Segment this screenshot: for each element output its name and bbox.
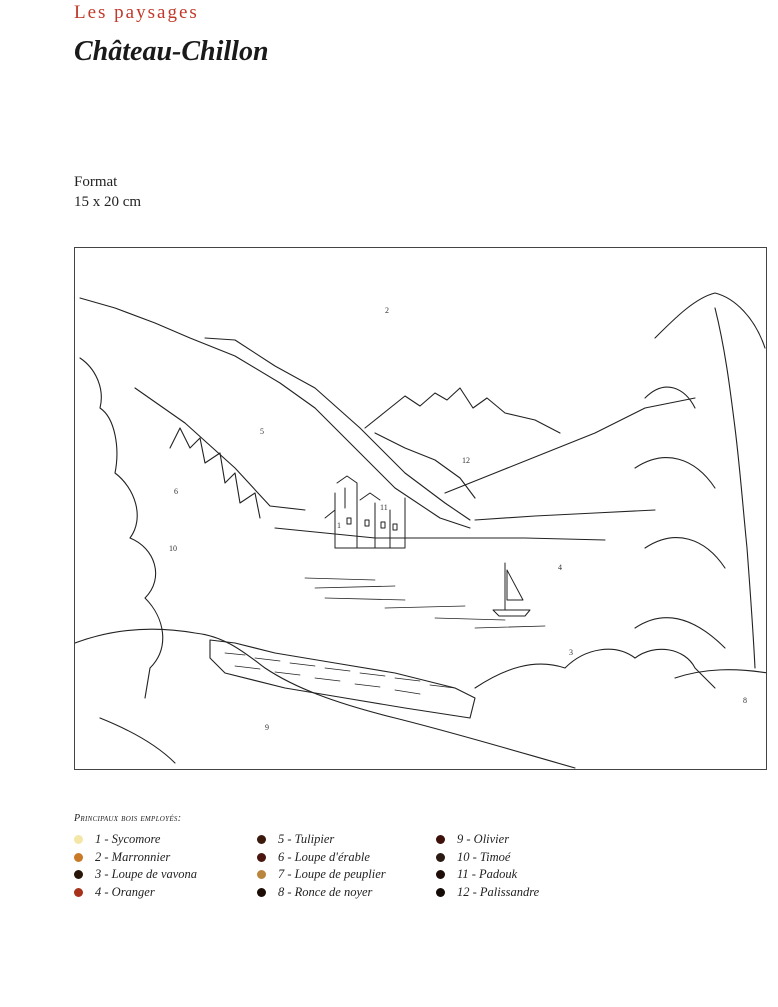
legend-label: 11 - Padouk: [457, 867, 518, 882]
series-title: Les paysages: [74, 2, 199, 23]
legend-label: 12 - Palissandre: [457, 884, 540, 899]
format-label: Format: [74, 174, 118, 190]
legend-column-3: [436, 831, 539, 901]
wood-swatch: [74, 888, 83, 897]
zone-label: 8: [743, 696, 747, 705]
mountain-right-base: [475, 510, 655, 520]
wood-swatch: [257, 853, 266, 862]
legend-label: 4 - Oranger: [95, 884, 155, 899]
zone-label: 6: [174, 487, 178, 496]
left-firs: [170, 428, 260, 518]
lake-shore: [275, 528, 605, 540]
wood-swatch: [436, 835, 445, 844]
wall-bricks: [225, 653, 455, 694]
legend-label: 5 - Tulipier: [278, 832, 335, 847]
zone-label: 10: [169, 544, 177, 553]
zone-label: 4: [558, 563, 562, 572]
legend-label: 1 - Sycomore: [95, 832, 161, 847]
zone-label: 3: [569, 648, 573, 657]
mountain-right-slope: [445, 398, 695, 493]
road: [75, 629, 575, 768]
chateau-chillon-line-drawing: [75, 248, 767, 770]
wood-swatch: [74, 853, 83, 862]
wood-swatch: [436, 853, 445, 862]
legend-item: [257, 831, 386, 849]
right-trees-lower: [475, 649, 715, 688]
mountain-left-foot: [135, 388, 305, 510]
foreground-hill-left: [100, 718, 175, 763]
legend-item: [74, 866, 197, 884]
legend-item: [436, 849, 539, 867]
legend-label: 8 - Ronce de noyer: [278, 884, 373, 899]
legend-item: [74, 849, 197, 867]
legend-item: [257, 866, 386, 884]
right-tree-trunk: [715, 308, 755, 668]
wood-swatch: [74, 835, 83, 844]
wood-swatch: [74, 870, 83, 879]
legend-item: [257, 884, 386, 902]
zone-label: 9: [265, 723, 269, 732]
format-value: 15 x 20 cm: [74, 194, 142, 210]
legend-column-1: [74, 831, 197, 901]
left-trees: [80, 358, 163, 698]
wood-swatch: [436, 870, 445, 879]
water-reflections: [305, 578, 545, 628]
legend-item: [74, 831, 197, 849]
legend-label: 9 - Olivier: [457, 832, 510, 847]
legend-item: [436, 866, 539, 884]
legend-column-2: [257, 831, 386, 901]
legend-label: 10 - Timoé: [457, 849, 511, 864]
wood-swatch: [257, 835, 266, 844]
legend-item: [436, 884, 539, 902]
legend-label: 3 - Loupe de vavona: [95, 867, 198, 882]
zone-label: 11: [380, 503, 388, 512]
zone-label: 5: [260, 427, 264, 436]
wood-swatch: [257, 888, 266, 897]
zone-label: 12: [462, 456, 470, 465]
legend-label: 6 - Loupe d'érable: [278, 849, 370, 864]
wood-swatch: [257, 870, 266, 879]
legend-label: 7 - Loupe de peuplier: [278, 867, 386, 882]
sailboat: [493, 563, 530, 616]
legend-item: [257, 849, 386, 867]
mountain-left-inner: [205, 338, 470, 520]
illustration-frame: [74, 247, 767, 770]
mountain-left-ridge: [80, 298, 470, 528]
right-tree-crown: [635, 293, 765, 648]
mountain-center-peaks: [365, 388, 560, 433]
stone-wall: [210, 640, 475, 718]
legend-title: Principaux bois employés:: [74, 813, 182, 824]
page-title: Château-Chillon: [74, 36, 269, 67]
wood-swatch: [436, 888, 445, 897]
zone-label: 2: [385, 306, 389, 315]
legend-item: [74, 884, 197, 902]
legend-item: [436, 831, 539, 849]
zone-label: 1: [337, 521, 341, 530]
foreground-hill-right: [675, 670, 767, 678]
legend-label: 2 - Marronnier: [95, 849, 171, 864]
